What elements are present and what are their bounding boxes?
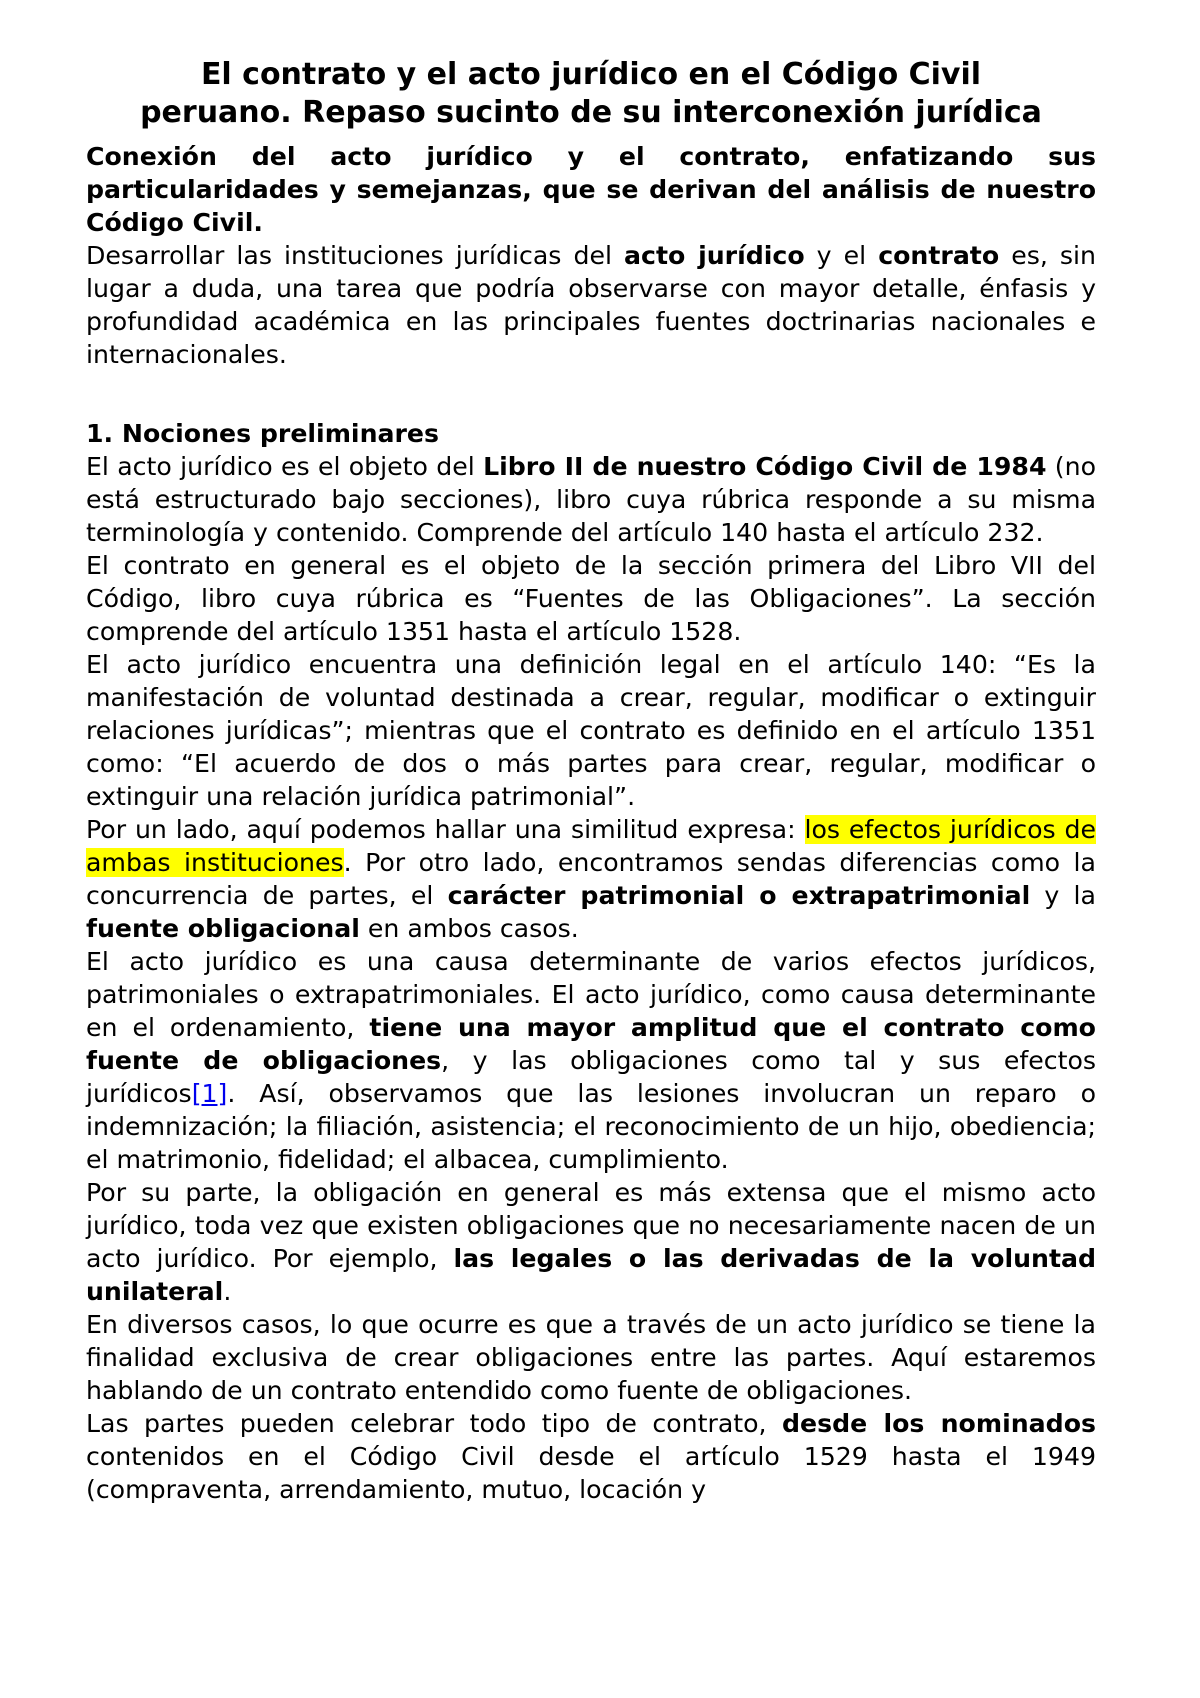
- intro-text-3: es, sin lugar a duda, una tarea que podría observarse con mayor detalle, énfasis y profundidad académica en las principales fuentes doctrinarias nacionales e internacionales.: [86, 241, 1096, 369]
- document-page: [86, 56, 1096, 1506]
- section-heading: 1. Nociones preliminares: [86, 419, 439, 448]
- p6-text-1: Por su parte, la obligación en general es más extensa que el mismo acto jurídico, toda vez que existen obligaciones que no necesariamente nacen de un acto jurídico. Por ejemplo,: [86, 1178, 1096, 1273]
- paragraph-libro-vii: El contrato en general es el objeto de la sección primera del Libro VII del Código, libro cuya rúbrica es “Fuentes de las Obligaciones”. La sección comprende del artículo 1351 hasta el artículo 1528.: [86, 551, 1096, 646]
- title-line-1: El contrato y el acto jurídico en el Código Civil: [200, 57, 982, 92]
- footnote-link[interactable]: [1]: [191, 1079, 228, 1108]
- p1-bold-libro-ii: Libro II de nuestro Código Civil de 1984: [483, 452, 1047, 481]
- p8-bold-nominados: desde los nominados: [782, 1409, 1096, 1438]
- p6-text-2: .: [223, 1277, 232, 1306]
- p6-bold-legales: las legales o las derivadas de la voluntad unilateral: [86, 1244, 1097, 1306]
- highlighted-text: los efectos jurídicos de ambas instituciones: [86, 815, 1096, 877]
- p5-text-2: , y las obligaciones como tal y sus efectos jurídicos: [86, 1046, 1097, 1108]
- intro-paragraph: [86, 239, 1096, 371]
- intro-text-2: y el: [804, 241, 879, 270]
- p8-text-2: contenidos en el Código Civil desde el artículo 1529 hasta el 1949 (compraventa, arrendamiento, mutuo, locación y: [86, 1442, 1096, 1504]
- intro-bold-acto-juridico: acto jurídico: [624, 241, 805, 270]
- paragraph-tipos-contrato: [86, 1407, 1096, 1506]
- p4-bold-fuente: fuente obligacional: [86, 914, 360, 943]
- title-line-2: peruano. Repaso sucinto de su interconexión jurídica: [140, 95, 1042, 130]
- paragraph-causa-determinante: [86, 945, 1096, 1176]
- p4-text-2: . Por otro lado, encontramos sendas diferencias como la concurrencia de partes, el: [86, 848, 1096, 910]
- p5-bold-amplitud: tiene una mayor amplitud que el contrato como fuente de obligaciones: [86, 1013, 1096, 1075]
- p1-text-1: El acto jurídico es el objeto del: [86, 452, 484, 481]
- lead-paragraph: Conexión del acto jurídico y el contrato, enfatizando sus particularidades y semejanzas, que se derivan del análisis de nuestro Código Civil.: [86, 142, 1096, 237]
- p5-text-3: . Así, observamos que las lesiones involucran un reparo o indemnización; la filiación, asistencia; el reconocimiento de un hijo, obediencia; el matrimonio, fidelidad; el albacea, cumplimiento.: [86, 1079, 1096, 1174]
- paragraph-diversos-casos: En diversos casos, lo que ocurre es que a través de un acto jurídico se tiene la finalidad exclusiva de crear obligaciones entre las partes. Aquí estaremos hablando de un contrato entendido como fuente de obligaciones.: [86, 1310, 1096, 1405]
- p4-text-1: Por un lado, aquí podemos hallar una similitud expresa:: [86, 815, 805, 844]
- blank-line: [86, 371, 1096, 417]
- p5-text-1: El acto jurídico es una causa determinante de varios efectos jurídicos, patrimoniales o extrapatrimoniales. El acto jurídico, como causa determinante en el ordenamiento,: [86, 947, 1096, 1042]
- paragraph-definiciones: El acto jurídico encuentra una definición legal en el artículo 140: “Es la manifestación de voluntad destinada a crear, regular, modificar o extinguir relaciones jurídicas”; mientras que el contrato es definido en el artículo 1351 como: “El acuerdo de dos o más partes para crear, regular, modificar o extinguir una relación jurídica patrimonial”.: [86, 650, 1096, 811]
- intro-text-1: Desarrollar las instituciones jurídicas del: [86, 241, 625, 270]
- p4-text-3: y la: [1030, 881, 1096, 910]
- p4-bold-caracter: carácter patrimonial o extrapatrimonial: [447, 881, 1031, 910]
- paragraph-similitud: [86, 813, 1096, 945]
- p8-text-1: Las partes pueden celebrar todo tipo de contrato,: [86, 1409, 783, 1438]
- intro-bold-contrato: contrato: [878, 241, 1000, 270]
- p4-text-4: en ambos casos.: [359, 914, 579, 943]
- document-title: [86, 56, 1096, 132]
- p1-text-2: (no está estructurado bajo secciones), libro cuya rúbrica responde a su misma terminología y contenido. Comprende del artículo 140 hasta el artículo 232.: [86, 452, 1097, 547]
- paragraph-libro-ii: [86, 450, 1096, 549]
- paragraph-obligacion: [86, 1176, 1096, 1308]
